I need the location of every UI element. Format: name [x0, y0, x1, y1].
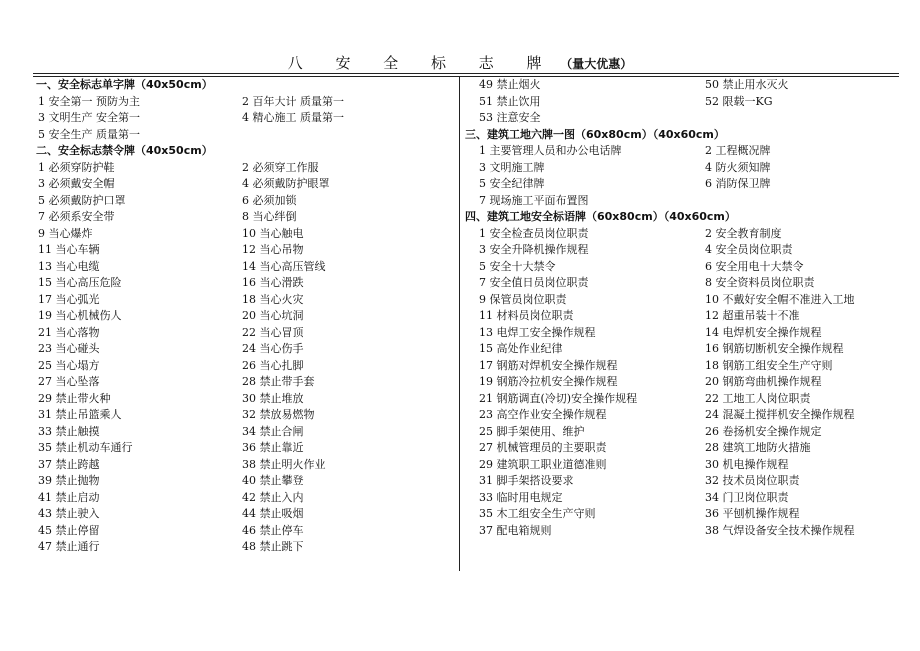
sign-entry: 52 限载一KG [705, 94, 773, 108]
list-item [465, 143, 895, 160]
sign-entry: 10 当心触电 [242, 226, 304, 240]
sign-entry: 6 消防保卫牌 [705, 177, 771, 190]
sign-entry: 5 安全十大禁令 [479, 259, 556, 273]
sign-entry: 6 必须加锁 [242, 193, 297, 207]
section-heading: 四、建筑工地安全标语牌（60x80cm）（40x60cm） [465, 210, 736, 223]
list-item [465, 176, 895, 193]
sign-entry: 3 安全升降机操作规程 [479, 243, 589, 256]
sign-entry: 13 电焊工安全操作规程 [479, 325, 596, 339]
sign-entry: 21 当心落物 [38, 325, 100, 339]
sign-entry: 7 安全值日员岗位职责 [479, 276, 589, 289]
list-item [36, 292, 454, 309]
section-heading: 一、安全标志单字牌（40x50cm） [36, 78, 213, 91]
sign-entry: 25 当心塌方 [38, 358, 100, 372]
list-item [36, 440, 454, 457]
list-item [465, 77, 895, 94]
right-column [465, 77, 895, 539]
sign-entry: 50 禁止用水灭火 [705, 78, 789, 91]
sign-entry: 30 禁止堆放 [242, 391, 304, 405]
sign-entry: 4 安全员岗位职责 [705, 243, 793, 256]
list-item [36, 358, 454, 375]
left-column [36, 77, 454, 556]
sign-entry: 35 禁止机动车通行 [38, 441, 133, 454]
sign-entry: 23 当心碰头 [38, 342, 100, 355]
list-item [465, 193, 895, 210]
sign-entry: 11 当心车辆 [38, 243, 100, 256]
list-item [36, 374, 454, 391]
list-item [465, 506, 895, 523]
sign-entry: 28 建筑工地防火措施 [705, 441, 811, 454]
sign-entry: 8 安全资料员岗位职责 [705, 276, 815, 289]
list-item [465, 457, 895, 474]
sign-entry: 42 禁止入内 [242, 490, 304, 504]
sign-entry: 4 防火须知牌 [705, 160, 771, 174]
list-item [465, 308, 895, 325]
list-item [465, 94, 895, 111]
list-item [36, 275, 454, 292]
sign-entry: 6 安全用电十大禁令 [705, 259, 804, 273]
list-item [36, 424, 454, 441]
sign-entry: 26 卷扬机安全操作规定 [705, 424, 822, 438]
sign-entry: 5 必须戴防护口罩 [38, 193, 126, 207]
sign-entry: 43 禁止驶入 [38, 507, 100, 520]
sign-entry: 37 禁止跨越 [38, 457, 100, 471]
sign-entry: 3 必须戴安全帽 [38, 177, 115, 190]
list-item [36, 473, 454, 490]
list-item [36, 226, 454, 243]
list-item [465, 292, 895, 309]
list-item [36, 259, 454, 276]
sign-entry: 36 平刨机操作规程 [705, 507, 800, 520]
sign-entry: 2 工程概况牌 [705, 144, 771, 157]
sign-entry: 20 钢筋弯曲机操作规程 [705, 375, 822, 388]
list-item [465, 523, 895, 540]
sign-entry: 9 当心爆炸 [38, 226, 93, 240]
sign-entry: 17 钢筋对焊机安全操作规程 [479, 358, 618, 372]
list-item [465, 160, 895, 177]
sign-entry: 19 钢筋冷拉机安全操作规程 [479, 375, 618, 388]
sign-entry: 4 必须戴防护眼罩 [242, 177, 330, 190]
list-item [36, 325, 454, 342]
sign-entry: 49 禁止烟火 [479, 78, 541, 91]
sign-entry: 28 禁止带手套 [242, 375, 315, 388]
sign-entry: 12 当心吊物 [242, 243, 304, 256]
sign-entry: 23 高空作业安全操作规程 [479, 408, 607, 421]
list-item [36, 308, 454, 325]
sign-entry: 3 文明施工牌 [479, 160, 545, 174]
sign-entry: 19 当心机械伤人 [38, 309, 122, 322]
sign-entry: 7 现场施工平面布置图 [479, 193, 589, 207]
sign-entry: 27 当心坠落 [38, 375, 100, 388]
sign-entry: 5 安全纪律牌 [479, 177, 545, 190]
section-heading: 三、建筑工地六牌一图（60x80cm）（40x60cm） [465, 127, 725, 141]
list-item [36, 127, 454, 144]
sign-entry: 8 当心绊倒 [242, 210, 297, 223]
list-item [36, 242, 454, 259]
list-item [36, 160, 454, 177]
sign-entry: 2 必须穿工作服 [242, 160, 319, 174]
sign-entry: 22 工地工人岗位职责 [705, 391, 811, 405]
list-item [36, 193, 454, 210]
sign-entry: 30 机电操作规程 [705, 457, 789, 471]
title-main: 八 安 全 标 志 牌 [287, 54, 556, 72]
sign-entry: 33 临时用电规定 [479, 490, 563, 504]
sign-entry: 1 必须穿防护鞋 [38, 160, 115, 174]
column-divider [459, 76, 460, 571]
list-item [36, 341, 454, 358]
sign-entry: 44 禁止吸烟 [242, 507, 304, 520]
sign-entry: 47 禁止通行 [38, 540, 100, 553]
list-item [465, 110, 895, 127]
list-item [465, 490, 895, 507]
sign-entry: 2 百年大计 质量第一 [242, 94, 344, 108]
list-item [36, 457, 454, 474]
sign-entry: 14 电焊机安全操作规程 [705, 325, 822, 339]
sign-entry: 21 钢筋调直(冷切)安全操作规程 [479, 391, 638, 405]
list-item [36, 391, 454, 408]
list-item [465, 226, 895, 243]
sign-entry: 1 安全第一 预防为主 [38, 94, 140, 108]
sign-entry: 32 禁放易燃物 [242, 408, 315, 421]
sign-entry: 40 禁止攀登 [242, 474, 304, 487]
list-item [465, 275, 895, 292]
list-item [465, 259, 895, 276]
sign-entry: 24 当心伤手 [242, 342, 304, 355]
sign-entry: 46 禁止停车 [242, 523, 304, 537]
sign-entry: 39 禁止抛物 [38, 474, 100, 487]
sign-entry: 37 配电箱规则 [479, 523, 552, 537]
sign-entry: 29 禁止带火种 [38, 391, 111, 405]
list-item [36, 110, 454, 127]
sign-entry: 20 当心坑洞 [242, 309, 304, 322]
sign-entry: 38 气焊设备安全技术操作规程 [705, 523, 855, 537]
sign-entry: 36 禁止靠近 [242, 441, 304, 454]
sign-entry: 12 超重吊装十不准 [705, 309, 800, 322]
list-item [36, 94, 454, 111]
sign-entry: 15 高处作业纪律 [479, 342, 563, 355]
sign-entry: 26 当心扎脚 [242, 358, 304, 372]
list-item [36, 176, 454, 193]
sign-entry: 53 注意安全 [479, 111, 541, 124]
sign-entry: 5 安全生产 质量第一 [38, 127, 140, 141]
sign-entry: 33 禁止触摸 [38, 424, 100, 438]
sign-entry: 34 禁止合闸 [242, 424, 304, 438]
sign-entry: 51 禁止饮用 [479, 94, 541, 108]
sign-entry: 1 安全检查员岗位职责 [479, 226, 589, 240]
list-item [465, 424, 895, 441]
sign-entry: 45 禁止停留 [38, 523, 100, 537]
sign-entry: 35 木工组安全生产守则 [479, 507, 596, 520]
sign-entry: 1 主要管理人员和办公电话牌 [479, 144, 622, 157]
list-item [465, 325, 895, 342]
sign-entry: 31 脚手架搭设要求 [479, 474, 574, 487]
sign-entry: 18 钢筋工组安全生产守则 [705, 358, 833, 372]
sign-entry: 16 钢筋切断机安全操作规程 [705, 342, 844, 355]
sign-entry: 16 当心滑跌 [242, 276, 304, 289]
sign-entry: 17 当心弧光 [38, 292, 100, 306]
sign-entry: 2 安全教育制度 [705, 226, 782, 240]
sign-entry: 32 技术员岗位职责 [705, 474, 800, 487]
list-item [465, 473, 895, 490]
sign-entry: 38 禁止明火作业 [242, 457, 326, 471]
sign-entry: 25 脚手架使用、维护 [479, 424, 585, 438]
list-item [465, 358, 895, 375]
sign-entry: 3 文明生产 安全第一 [38, 111, 140, 124]
title-sub: （量大优惠） [560, 57, 633, 71]
list-item [465, 407, 895, 424]
sign-entry: 14 当心高压管线 [242, 259, 326, 273]
sign-entry: 11 材料员岗位职责 [479, 309, 574, 322]
sign-entry: 4 精心施工 质量第一 [242, 111, 344, 124]
list-item [36, 506, 454, 523]
sign-entry: 29 建筑职工职业道德准则 [479, 457, 607, 471]
list-item [465, 374, 895, 391]
sign-entry: 48 禁止跳下 [242, 540, 304, 553]
sign-entry: 13 当心电缆 [38, 259, 100, 273]
sign-entry: 31 禁止吊篮乘人 [38, 408, 122, 421]
sign-entry: 7 必须系安全带 [38, 210, 115, 223]
list-item [36, 523, 454, 540]
sign-entry: 9 保管员岗位职责 [479, 292, 567, 306]
list-item [465, 341, 895, 358]
list-item [36, 407, 454, 424]
list-item [36, 539, 454, 556]
sign-entry: 22 当心冒顶 [242, 325, 304, 339]
sign-entry: 34 门卫岗位职责 [705, 490, 789, 504]
sign-entry: 15 当心高压危险 [38, 276, 122, 289]
list-item [465, 440, 895, 457]
sign-entry: 41 禁止启动 [38, 490, 100, 504]
list-item [36, 490, 454, 507]
title-rule-top [33, 73, 899, 74]
sign-entry: 24 混凝土搅拌机安全操作规程 [705, 408, 855, 421]
list-item [465, 391, 895, 408]
page-title [0, 52, 920, 73]
list-item [36, 209, 454, 226]
sign-entry: 18 当心火灾 [242, 292, 304, 306]
sign-entry: 27 机械管理员的主要职责 [479, 441, 607, 454]
sign-entry: 10 不戴好安全帽不准进入工地 [705, 292, 855, 306]
section-heading: 二、安全标志禁令牌（40x50cm） [36, 144, 213, 157]
list-item [465, 242, 895, 259]
